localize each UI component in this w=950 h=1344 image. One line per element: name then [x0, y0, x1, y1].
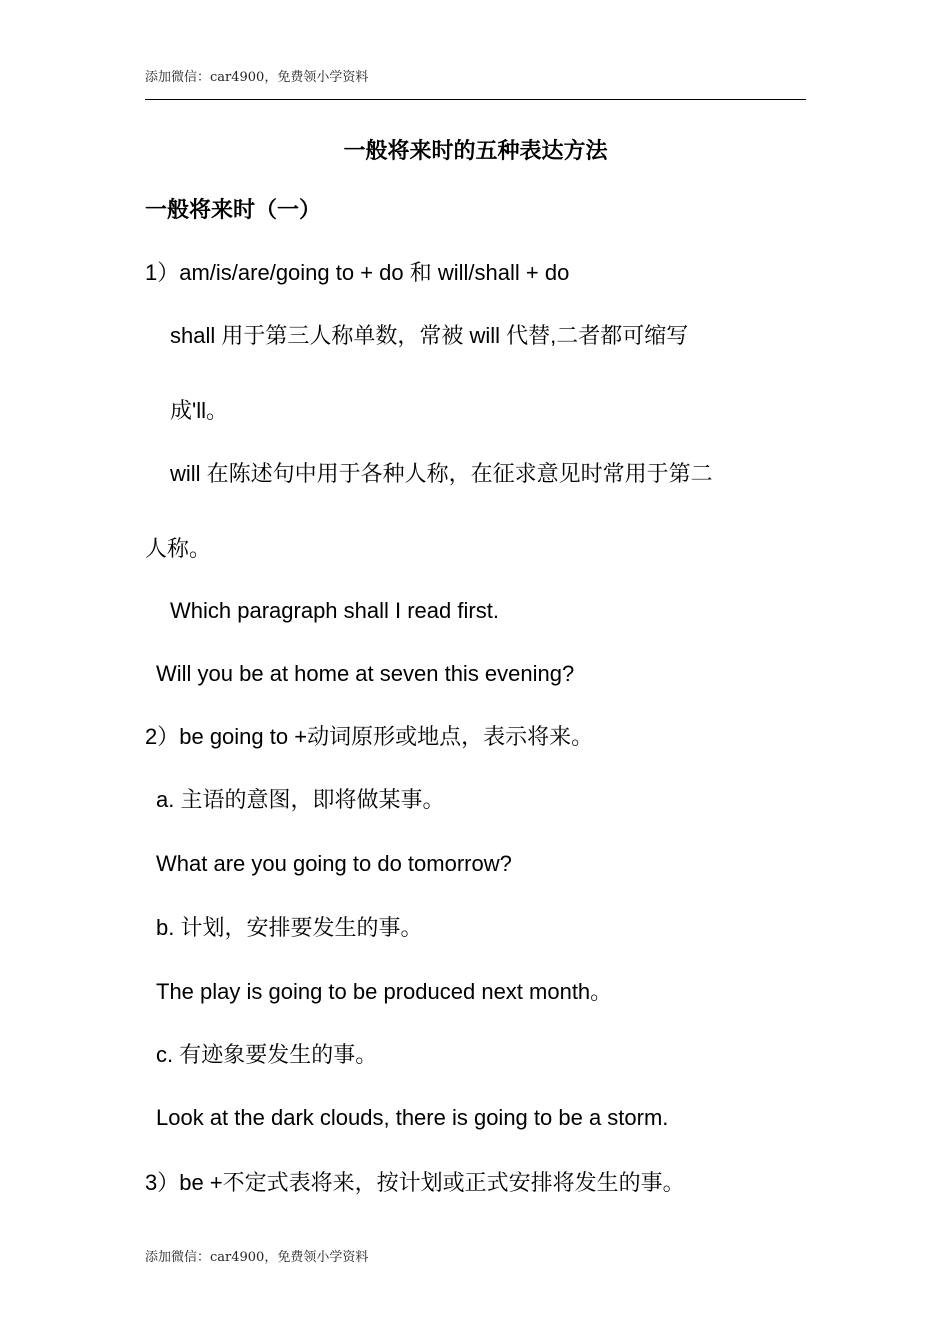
rule-1-heading: 1）am/is/are/going to + do 和 will/shall + do	[145, 260, 570, 285]
rule-2-heading: 2）be going to +动词原形或地点，表示将来。	[145, 724, 594, 749]
example-sentence: What are you going to do tomorrow?	[156, 851, 512, 876]
example-sentence: Look at the dark clouds, there is going to be a storm.	[156, 1105, 669, 1130]
footer-note: 添加微信：car4900，免费领小学资料	[145, 1250, 369, 1265]
will-usage-line-1: will 在陈述句中用于各种人称，在征求意见时常用于第二	[170, 461, 713, 486]
example-sentence: Which paragraph shall I read first.	[170, 598, 499, 623]
document-title: 一般将来时的五种表达方法	[343, 139, 608, 164]
shall-usage-line-1: shall 用于第三人称单数，常被 will 代替,二者都可缩写	[170, 323, 689, 348]
header-divider	[145, 99, 806, 100]
will-usage-line-2: 人称。	[145, 536, 212, 561]
rule-2-point-c: c. 有迹象要发生的事。	[156, 1042, 378, 1067]
header-note: 添加微信：car4900，免费领小学资料	[145, 70, 369, 85]
rule-2-point-b: b. 计划，安排要发生的事。	[156, 915, 423, 940]
example-sentence: The play is going to be produced next month。	[156, 979, 613, 1004]
rule-3-heading: 3）be +不定式表将来，按计划或正式安排将发生的事。	[145, 1170, 685, 1195]
section-heading: 一般将来时（一）	[145, 198, 322, 223]
rule-2-point-a: a. 主语的意图，即将做某事。	[156, 787, 445, 812]
shall-usage-line-2: 成'll。	[170, 398, 228, 423]
example-sentence: Will you be at home at seven this evening?	[156, 661, 575, 686]
